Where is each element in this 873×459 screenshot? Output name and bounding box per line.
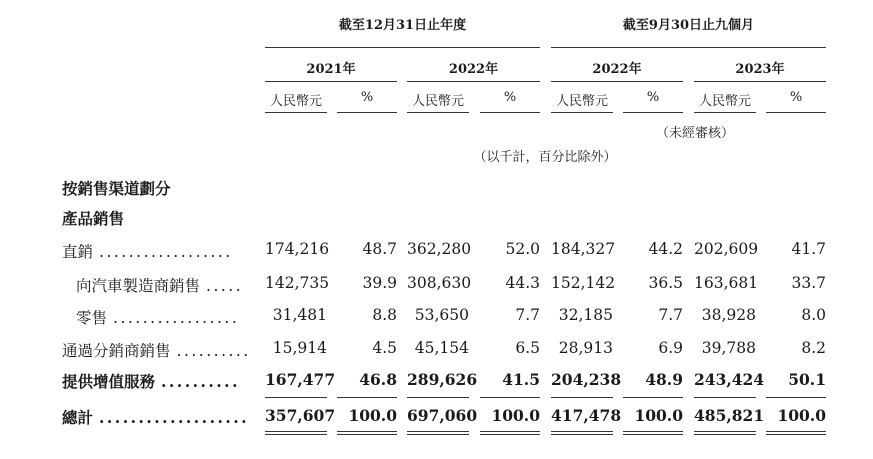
table-cell: 174,216 (265, 240, 330, 258)
table-row-label (62, 339, 251, 361)
table-cell: 142,735 (265, 274, 330, 292)
currency-header: 人民幣元 (555, 94, 608, 109)
table-cell: 417,478 (551, 406, 622, 425)
table-cell: 39.9 (362, 274, 397, 292)
currency-header: 人民幣元 (269, 94, 322, 109)
table-cell: 163,681 (694, 274, 759, 292)
subheader-rule (551, 112, 613, 113)
table-cell: 36.5 (648, 274, 683, 292)
table-cell: 28,913 (558, 339, 613, 357)
unaudited-note: （未經審核） (655, 126, 734, 141)
total-double-rule (766, 431, 826, 435)
subheader-rule (337, 112, 397, 113)
row-label: 總計 (62, 408, 94, 427)
table-cell: 7.7 (515, 306, 540, 324)
table-cell: 50.1 (788, 370, 826, 389)
subheader-rule (694, 112, 756, 113)
year-header: 2023年 (735, 62, 785, 77)
table-cell: 52.0 (505, 240, 540, 258)
table-cell: 243,424 (694, 370, 765, 389)
percent-header: % (360, 90, 374, 105)
table-cell: 167,477 (265, 370, 336, 389)
table-cell: 31,481 (272, 306, 327, 324)
year-header: 2022年 (448, 62, 499, 77)
year-rule (694, 81, 826, 82)
table-cell: 184,327 (551, 240, 616, 258)
header-year-ended: 截至12月31日止年度 (338, 18, 467, 33)
table-cell: 44.3 (505, 274, 540, 292)
subheader-rule (766, 112, 826, 113)
table-row-label (62, 406, 249, 428)
header-rule (551, 47, 826, 48)
total-top-rule (694, 397, 756, 398)
total-double-rule (551, 431, 613, 435)
units-note: （以千計，百分比除外） (473, 150, 617, 165)
table-cell: 39,788 (701, 339, 756, 357)
table-cell: 4.5 (372, 339, 397, 357)
total-double-rule (694, 431, 756, 435)
row-label: 通過分銷商銷售 (62, 342, 171, 360)
total-top-rule (623, 397, 683, 398)
year-header: 2022年 (592, 62, 642, 77)
header-rule (265, 47, 540, 48)
table-cell: 100.0 (777, 406, 826, 425)
total-top-rule (766, 397, 826, 398)
header-nine-months: 截至9月30日止九個月 (622, 18, 755, 33)
table-cell: 6.5 (515, 339, 540, 357)
percent-header: % (503, 90, 517, 105)
table-cell: 289,626 (407, 370, 478, 389)
table-cell: 45,154 (414, 339, 469, 357)
table-cell: 46.8 (359, 370, 397, 389)
table-cell: 15,914 (272, 339, 327, 357)
year-rule (407, 81, 540, 82)
table-cell: 204,238 (551, 370, 622, 389)
total-top-rule (337, 397, 397, 398)
table-cell: 53,650 (414, 306, 469, 324)
table-row-label (62, 370, 240, 392)
table-cell: 357,607 (265, 406, 336, 425)
percent-header: % (789, 90, 803, 105)
table-cell: 8.2 (801, 339, 826, 357)
year-rule (551, 81, 683, 82)
table-cell: 41.5 (502, 370, 540, 389)
subheader-rule (407, 112, 469, 113)
leader-dots: ..... (206, 277, 244, 295)
table-cell: 100.0 (348, 406, 397, 425)
table-cell: 38,928 (701, 306, 756, 324)
leader-dots: ................. (113, 309, 240, 327)
percent-header: % (646, 90, 660, 105)
currency-header: 人民幣元 (411, 94, 464, 109)
table-cell: 202,609 (694, 240, 759, 258)
section-by-channel: 按銷售渠道劃分 (62, 179, 171, 198)
total-top-rule (480, 397, 540, 398)
table-row-label (62, 240, 233, 262)
table-cell: 8.0 (801, 306, 826, 324)
table-cell: 32,185 (558, 306, 613, 324)
total-top-rule (265, 397, 327, 398)
total-double-rule (265, 431, 327, 435)
leader-dots: .................. (99, 243, 233, 261)
total-double-rule (623, 431, 683, 435)
total-top-rule (407, 397, 469, 398)
table-cell: 697,060 (407, 406, 478, 425)
table-cell: 152,142 (551, 274, 616, 292)
table-cell: 48.7 (362, 240, 397, 258)
row-label: 零售 (76, 309, 108, 327)
table-cell: 33.7 (791, 274, 826, 292)
table-cell: 100.0 (634, 406, 683, 425)
leader-dots: .......... (176, 342, 251, 360)
year-rule (265, 81, 397, 82)
table-cell: 6.9 (658, 339, 683, 357)
leader-dots: ................... (99, 408, 250, 427)
table-cell: 485,821 (694, 406, 765, 425)
table-row-label (76, 306, 239, 328)
leader-dots: .......... (161, 372, 240, 391)
section-product-sales: 產品銷售 (62, 209, 125, 228)
currency-header: 人民幣元 (698, 94, 751, 109)
table-cell: 100.0 (491, 406, 540, 425)
table-cell: 308,630 (407, 274, 472, 292)
table-cell: 362,280 (407, 240, 472, 258)
total-double-rule (407, 431, 469, 435)
total-double-rule (480, 431, 540, 435)
row-label: 向汽車製造商銷售 (76, 277, 201, 295)
subheader-rule (480, 112, 540, 113)
subheader-rule (265, 112, 327, 113)
subheader-rule (623, 112, 683, 113)
table-row-label (76, 274, 243, 296)
table-cell: 8.8 (372, 306, 397, 324)
total-double-rule (337, 431, 397, 435)
row-label: 直銷 (62, 243, 94, 261)
table-cell: 48.9 (645, 370, 683, 389)
table-cell: 7.7 (658, 306, 683, 324)
year-header: 2021年 (306, 62, 356, 77)
table-cell: 41.7 (791, 240, 826, 258)
total-top-rule (551, 397, 613, 398)
row-label: 提供增值服務 (62, 372, 156, 391)
table-cell: 44.2 (648, 240, 683, 258)
